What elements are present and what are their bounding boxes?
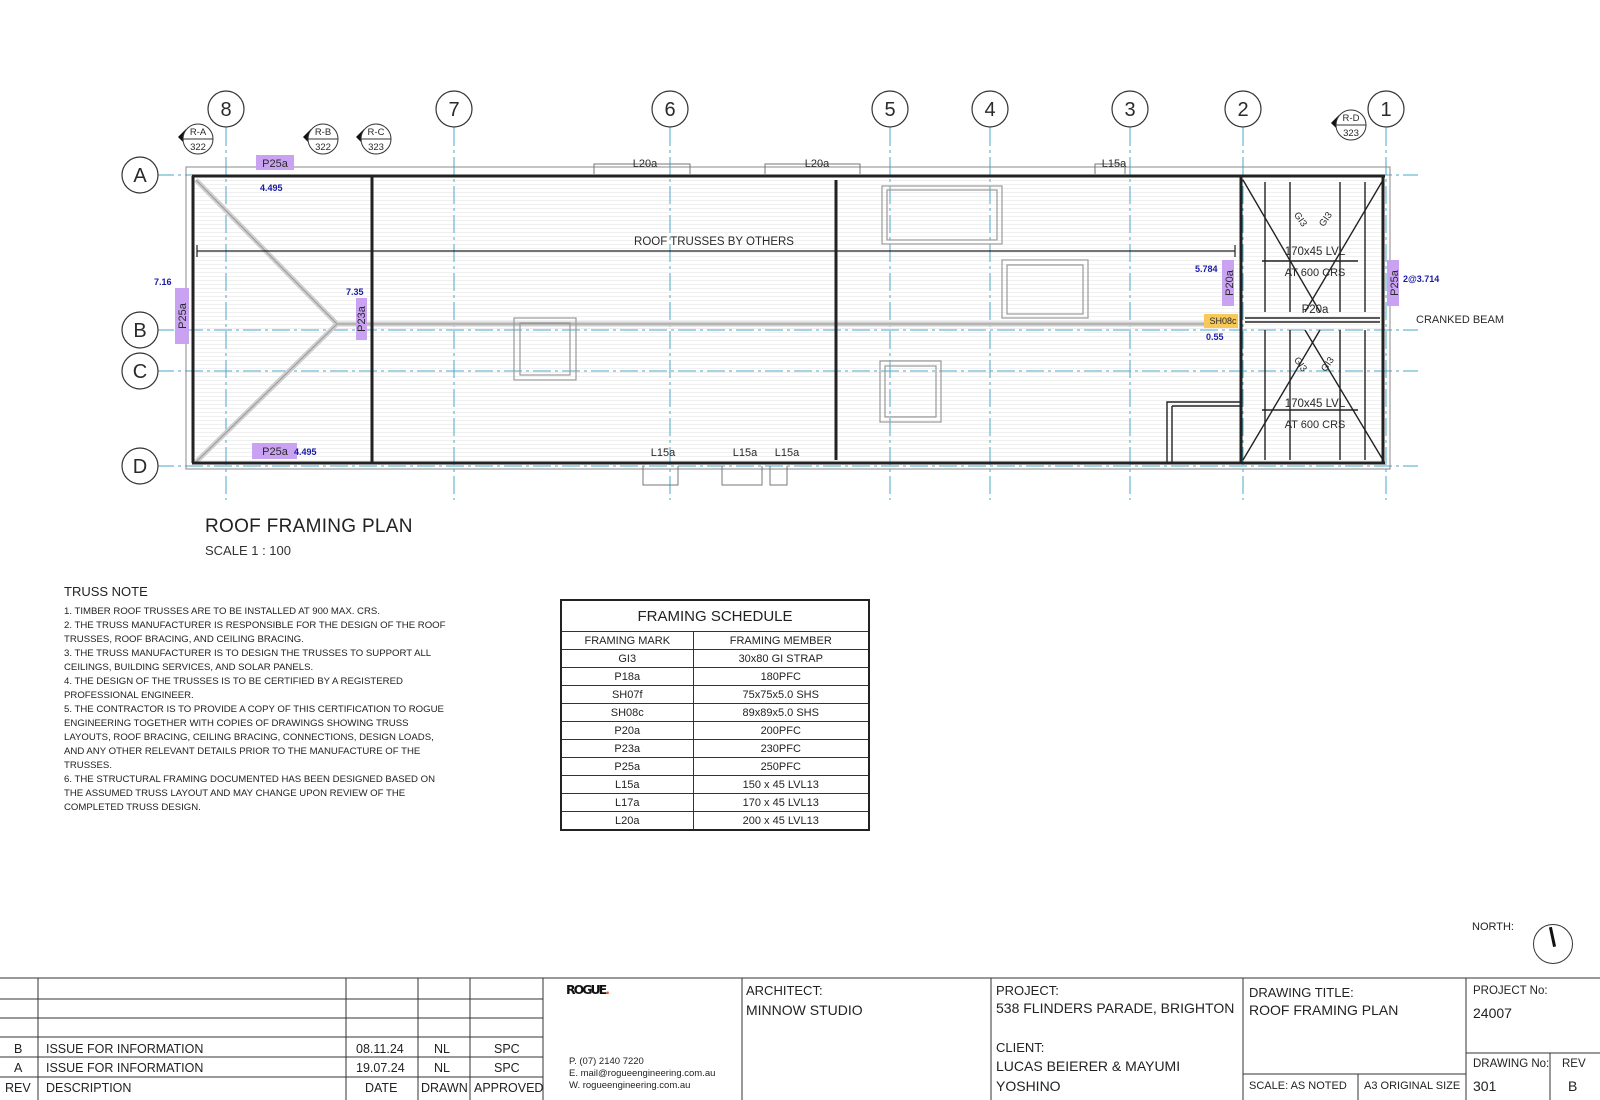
rev-value: B: [1568, 1078, 1578, 1094]
schedule-member: 230PFC: [693, 740, 869, 758]
grid-4: 4: [984, 99, 996, 121]
north-arrow-icon: [1533, 924, 1573, 964]
schedule-mark: P20a: [561, 722, 693, 740]
dim-735: 7.35: [346, 287, 364, 297]
sh08c-label: SH08c: [1209, 316, 1237, 326]
schedule-header-mark: FRAMING MARK: [561, 632, 693, 650]
section-ra-mark: R-A: [189, 127, 207, 138]
table-row: [561, 740, 869, 758]
rev-a-drawn: NL: [434, 1061, 450, 1075]
grid-7: 7: [448, 99, 460, 121]
gi3-label-4: GI3: [1319, 355, 1337, 374]
project-value: 538 FLINDERS PARADE, BRIGHTON: [996, 1000, 1235, 1016]
client-label: CLIENT:: [996, 1040, 1045, 1055]
p25a-right-label: P25a: [1389, 270, 1401, 296]
table-row: [561, 812, 869, 831]
schedule-mark: P23a: [561, 740, 693, 758]
rev-b-approved: SPC: [494, 1042, 520, 1056]
l20a-label-2: L20a: [804, 158, 830, 170]
cranked-beam-label: CRANKED BEAM: [1416, 314, 1505, 326]
schedule-mark: SH08c: [561, 704, 693, 722]
rev-a: A: [14, 1061, 23, 1075]
schedule-mark: P25a: [561, 758, 693, 776]
company-phone: P. (07) 2140 7220: [569, 1056, 644, 1067]
table-row: [561, 686, 869, 704]
architect-value: MINNOW STUDIO: [746, 1002, 863, 1018]
section-rc-mark: R-C: [367, 127, 385, 138]
table-row: [561, 758, 869, 776]
truss-note-item-1: 1. TIMBER ROOF TRUSSES ARE TO BE INSTALLED AT 900 MAX. CRS.: [64, 606, 380, 617]
gi3-label-2: GI3: [1317, 210, 1335, 229]
title-block: [0, 978, 1600, 1100]
schedule-member: 30x80 GI STRAP: [693, 650, 869, 668]
l15a-top-label: L15a: [1101, 158, 1127, 170]
north-label: NORTH:: [1472, 921, 1514, 933]
grid-8: 8: [220, 99, 232, 121]
schedule-mark: L20a: [561, 812, 693, 831]
grid-B: B: [133, 320, 147, 342]
architect-label: ARCHITECT:: [746, 983, 823, 998]
grid-C: C: [132, 361, 148, 383]
rev-a-date: 19.07.24: [356, 1061, 405, 1075]
schedule-title: FRAMING SCHEDULE: [561, 600, 869, 632]
drawing-title-value: ROOF FRAMING PLAN: [1249, 1002, 1399, 1018]
grid-A: A: [133, 165, 147, 187]
project-label: PROJECT:: [996, 983, 1059, 998]
grid-5: 5: [884, 99, 896, 121]
rev-b-description: ISSUE FOR INFORMATION: [46, 1042, 204, 1056]
project-no-value: 24007: [1473, 1005, 1512, 1021]
drawing-no-label: DRAWING No:: [1473, 1058, 1550, 1070]
roof-trusses-label: ROOF TRUSSES BY OTHERS: [634, 236, 794, 248]
truss-note: [64, 585, 449, 815]
grid-6: 6: [664, 99, 676, 121]
company-email: E. mail@rogueengineering.com.au: [569, 1068, 716, 1079]
logo-text: ROGUE: [566, 982, 606, 997]
schedule-member: 170 x 45 LVL13: [693, 794, 869, 812]
section-rd-mark: R-D: [1342, 113, 1360, 124]
schedule-mark: GI3: [561, 650, 693, 668]
l20a-label-1: L20a: [632, 158, 658, 170]
gi3-label-1: GI3: [1291, 210, 1309, 229]
lvl-top-label: 170x45 LVL: [1284, 246, 1346, 258]
p20a-post-label: P20a: [1224, 270, 1236, 296]
rev-b: B: [14, 1042, 23, 1056]
company-web: W. rogueengineering.com.au: [569, 1080, 691, 1091]
rev-b-drawn: NL: [434, 1042, 450, 1056]
rev-label: REV: [1562, 1058, 1586, 1070]
truss-note-item-6: 6. THE STRUCTURAL FRAMING DOCUMENTED HAS BEEN DESIGNED BASED ON THE ASSUMED TRUSS LAYOUT AND MAY CHANGE UPON REVIEW OF THE COMPLETED TRUSS DESIGN.: [64, 774, 436, 813]
crs-bottom-label: AT 600 CRS: [1284, 419, 1346, 431]
dim-2at3714: 2@3.714: [1403, 274, 1440, 284]
schedule-member: 200 x 45 LVL13: [693, 812, 869, 831]
project-no-label: PROJECT No:: [1473, 985, 1548, 997]
description-header: DESCRIPTION: [46, 1081, 132, 1095]
section-rd-sheet: 323: [1343, 128, 1359, 139]
gi3-label-3: GI3: [1291, 355, 1309, 374]
dim-5784: 5.784: [1195, 264, 1218, 274]
truss-note-item-4: 4. THE DESIGN OF THE TRUSSES IS TO BE CERTIFIED BY A REGISTERED PROFESSIONAL ENGINEER.: [64, 676, 403, 701]
p25a-left-label: P25a: [177, 303, 189, 329]
schedule-mark: SH07f: [561, 686, 693, 704]
grid-D: D: [132, 456, 148, 478]
table-row: [561, 722, 869, 740]
truss-note-heading: TRUSS NOTE: [64, 584, 148, 599]
truss-note-item-5: 5. THE CONTRACTOR IS TO PROVIDE A COPY OF THIS CERTIFICATION TO ROGUE ENGINEERING TOGETHER WITH COPIES OF DRAWINGS SHOWING TRUSS LAYOUTS, ROOF BRACING, CEILING BRACING, CONNECTIONS, DESIGN LOADS, AND ANY OTHER RELEVANT DETAILS PRIOR TO THE MANUFACTURE OF THE TRUSSES.: [64, 704, 444, 771]
schedule-member: 180PFC: [693, 668, 869, 686]
grid-2: 2: [1237, 99, 1249, 121]
table-row: [561, 668, 869, 686]
schedule-member: 75x75x5.0 SHS: [693, 686, 869, 704]
dim-716: 7.16: [154, 277, 172, 287]
section-markers: [178, 110, 1366, 154]
l15a-bottom-label-2: L15a: [732, 447, 758, 459]
section-rb-sheet: 322: [315, 142, 331, 153]
grid-1: 1: [1380, 99, 1392, 121]
schedule-header-member: FRAMING MEMBER: [693, 632, 869, 650]
rev-header: REV: [5, 1081, 31, 1095]
size-note: A3 ORIGINAL SIZE: [1364, 1080, 1461, 1092]
schedule-member: 89x89x5.0 SHS: [693, 704, 869, 722]
l15a-bottom-label-1: L15a: [650, 447, 676, 459]
dim-4495-bottom: 4.495: [294, 447, 317, 457]
scale-note: SCALE: AS NOTED: [1249, 1080, 1347, 1092]
crs-top-label: AT 600 CRS: [1284, 267, 1346, 279]
p25a-bottom-label: P25a: [262, 446, 288, 458]
client-line-1: LUCAS BEIERER & MAYUMI: [996, 1058, 1181, 1074]
lvl-bottom-label: 170x45 LVL: [1284, 398, 1346, 410]
rogue-logo: [566, 982, 608, 997]
date-header: DATE: [365, 1081, 398, 1095]
rev-b-date: 08.11.24: [356, 1042, 404, 1056]
section-rb-mark: R-B: [314, 127, 332, 138]
rev-a-description: ISSUE FOR INFORMATION: [46, 1061, 204, 1075]
table-row: [561, 776, 869, 794]
truss-note-item-3: 3. THE TRUSS MANUFACTURER IS TO DESIGN THE TRUSSES TO SUPPORT ALL CEILINGS, BUILDING SERVICES, AND SOLAR PANELS.: [64, 648, 431, 673]
schedule-mark: P18a: [561, 668, 693, 686]
dim-055: 0.55: [1206, 332, 1224, 342]
grid-3: 3: [1124, 99, 1136, 121]
approved-header: APPROVED: [474, 1081, 544, 1095]
framing-schedule: [560, 599, 870, 831]
table-row: [561, 650, 869, 668]
truss-note-item-2: 2. THE TRUSS MANUFACTURER IS RESPONSIBLE FOR THE DESIGN OF THE ROOF TRUSSES, ROOF BRACING, AND CEILING BRACING.: [64, 620, 446, 645]
p23a-label: P23a: [356, 306, 368, 332]
schedule-member: 250PFC: [693, 758, 869, 776]
dim-4495-top: 4.495: [260, 183, 283, 193]
logo-dot: .: [605, 982, 608, 997]
schedule-member: 150 x 45 LVL13: [693, 776, 869, 794]
schedule-mark: L17a: [561, 794, 693, 812]
table-row: [561, 794, 869, 812]
schedule-member: 200PFC: [693, 722, 869, 740]
p20a-beam-label: P20a: [1301, 304, 1329, 316]
schedule-mark: L15a: [561, 776, 693, 794]
plan-scale: SCALE 1 : 100: [205, 543, 291, 558]
client-line-2: YOSHINO: [996, 1078, 1061, 1094]
drawing-title-label: DRAWING TITLE:: [1249, 985, 1354, 1000]
drawn-header: DRAWN: [421, 1081, 468, 1095]
section-ra-sheet: 322: [190, 142, 206, 153]
drawing-no-value: 301: [1473, 1078, 1497, 1094]
l15a-bottom-label-3: L15a: [774, 447, 800, 459]
table-row: [561, 704, 869, 722]
plan-title: ROOF FRAMING PLAN: [205, 516, 413, 537]
section-rc-sheet: 323: [368, 142, 384, 153]
p25a-top-label: P25a: [262, 158, 288, 170]
rev-a-approved: SPC: [494, 1061, 520, 1075]
